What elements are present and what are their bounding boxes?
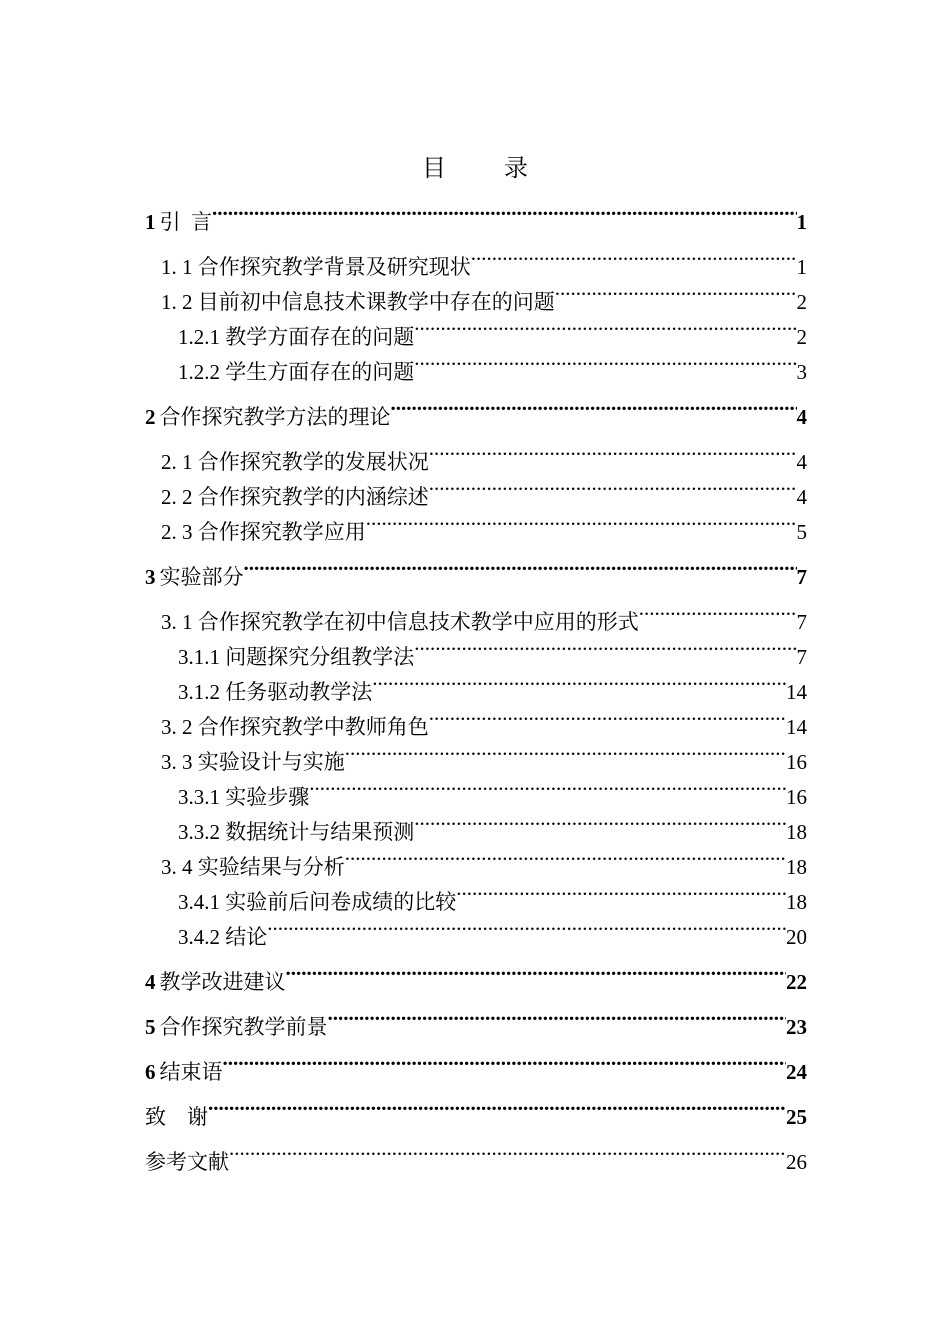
toc-entry-title: 1. 2 目前初中信息技术课教学中存在的问题 (161, 290, 555, 314)
toc-entry-title: 3.3.1 实验步骤 (178, 785, 310, 809)
toc-entry-page-number: 1 (796, 210, 807, 234)
toc-entry-page-number: 22 (786, 970, 807, 994)
toc-entry-title: 3. 4 实验结果与分析 (161, 855, 345, 879)
toc-entry[interactable] (145, 439, 807, 477)
toc-entry-number: 2 (145, 405, 156, 429)
toc-entry[interactable] (145, 474, 807, 512)
toc-entry-page-number: 2 (796, 290, 807, 314)
toc-entry-title: 3. 1 合作探究教学在初中信息技术教学中应用的形式 (161, 610, 639, 634)
toc-entry-title: 3. 2 合作探究教学中教师角色 (161, 715, 429, 739)
toc-entry-leader-dots (244, 554, 797, 584)
toc-entry-page-number: 7 (796, 610, 807, 634)
toc-entry-leader-dots (414, 314, 796, 344)
toc-entry-leader-dots (372, 669, 786, 699)
toc-entry-leader-dots (223, 1049, 787, 1079)
toc-entry-page-number: 4 (796, 450, 807, 474)
toc-entry-title: 致 谢 (145, 1105, 208, 1129)
toc-entry[interactable] (145, 844, 807, 882)
toc-entry[interactable] (145, 349, 807, 387)
toc-entry-title: 3.1.1 问题探究分组教学法 (178, 645, 415, 669)
toc-entry-page-number: 7 (796, 565, 807, 589)
toc-entry[interactable] (145, 1139, 807, 1177)
toc-entry-page-number: 25 (786, 1105, 807, 1129)
toc-entry[interactable] (145, 244, 807, 282)
toc-entry-leader-dots (286, 959, 787, 989)
toc-entry[interactable] (145, 1049, 807, 1087)
toc-entry-leader-dots (328, 1004, 787, 1034)
toc-entry-leader-dots (309, 774, 786, 804)
toc-entry-page-number: 18 (786, 890, 807, 914)
toc-entry-number: 5 (145, 1015, 156, 1039)
toc-entry-title: 3.4.2 结论 (178, 925, 268, 949)
toc-entry-title: 合作探究教学方法的理论 (159, 405, 391, 429)
toc-entry-title: 教学改进建议 (159, 970, 286, 994)
toc-entry-title: 1. 1 合作探究教学背景及研究现状 (161, 255, 471, 279)
toc-entry-title: 1.2.2 学生方面存在的问题 (178, 360, 415, 384)
toc-entry-title: 2. 1 合作探究教学的发展状况 (161, 450, 429, 474)
toc-entry-page-number: 4 (796, 485, 807, 509)
toc-entry[interactable] (145, 879, 807, 917)
toc-entry-title: 3. 3 实验设计与实施 (161, 750, 345, 774)
toc-entry-leader-dots (366, 509, 797, 539)
toc-entry-number: 3 (145, 565, 156, 589)
toc-entry-page-number: 4 (796, 405, 807, 429)
toc-entry[interactable] (145, 669, 807, 707)
toc-entry-leader-dots (429, 704, 786, 734)
toc-entry[interactable] (145, 774, 807, 812)
toc-entry-page-number: 24 (786, 1060, 807, 1084)
toc-entry-title: 2. 2 合作探究教学的内涵综述 (161, 485, 429, 509)
toc-entry-page-number: 3 (796, 360, 807, 384)
toc-entry-title: 2. 3 合作探究教学应用 (161, 520, 366, 544)
toc-entry-page-number: 7 (796, 645, 807, 669)
toc-entry[interactable] (145, 704, 807, 742)
toc-entry-page-number: 20 (786, 925, 807, 949)
toc-entry[interactable] (145, 634, 807, 672)
toc-entry[interactable] (145, 1004, 807, 1042)
toc-entry-page-number: 16 (786, 785, 807, 809)
toc-title: 目 录 (422, 156, 554, 182)
toc-entry-leader-dots (414, 809, 786, 839)
toc-entry-leader-dots (208, 1094, 786, 1124)
toc-entry-title: 3.1.2 任务驱动教学法 (178, 680, 373, 704)
toc-entry-page-number: 16 (786, 750, 807, 774)
toc-entry-page-number: 23 (786, 1015, 807, 1039)
toc-entry[interactable] (145, 394, 807, 432)
toc-entry-leader-dots (345, 844, 786, 874)
toc-entry-page-number: 2 (796, 325, 807, 349)
toc-entry[interactable] (145, 199, 807, 237)
toc-entry-leader-dots (345, 739, 786, 769)
toc-entry-leader-dots (555, 279, 797, 309)
toc-entry[interactable] (145, 599, 807, 637)
toc-entry-title: 3.4.1 实验前后问卷成绩的比较 (178, 890, 457, 914)
toc-entry-leader-dots (229, 1139, 786, 1169)
toc-entry[interactable] (145, 914, 807, 952)
toc-entry-page-number: 5 (796, 520, 807, 544)
toc-entry-number: 1 (145, 210, 156, 234)
toc-entry-page-number: 18 (786, 855, 807, 879)
toc-entry-title: 1.2.1 教学方面存在的问题 (178, 325, 415, 349)
toc-entry-page-number: 18 (786, 820, 807, 844)
toc-entry-title: 引 言 (159, 210, 212, 234)
toc-entry-number: 6 (145, 1060, 156, 1084)
toc-entry-title: 结束语 (159, 1060, 223, 1084)
toc-entry[interactable] (145, 509, 807, 547)
toc-entry-leader-dots (267, 914, 786, 944)
toc-entry[interactable] (145, 279, 807, 317)
toc-entry-title: 3.3.2 数据统计与结果预测 (178, 820, 415, 844)
toc-entry-title: 合作探究教学前景 (159, 1015, 328, 1039)
toc-entry[interactable] (145, 809, 807, 847)
toc-entry-leader-dots (212, 199, 797, 229)
toc-entry-leader-dots (429, 439, 797, 469)
toc-entry-leader-dots (429, 474, 797, 504)
toc-entry-title: 参考文献 (145, 1150, 229, 1174)
toc-entry[interactable] (145, 739, 807, 777)
toc-entry[interactable] (145, 1094, 807, 1132)
toc-entry-leader-dots (414, 634, 796, 664)
toc-entry-title: 实验部分 (159, 565, 244, 589)
toc-entry-leader-dots (414, 349, 796, 379)
toc-entry-page-number: 26 (786, 1150, 807, 1174)
toc-entry-page-number: 14 (786, 715, 807, 739)
toc-entry-page-number: 14 (786, 680, 807, 704)
toc-entry-leader-dots (471, 244, 797, 274)
toc-entry-leader-dots (391, 394, 797, 424)
toc-entry[interactable] (145, 959, 807, 997)
toc-entry-leader-dots (456, 879, 786, 909)
toc-entry[interactable] (145, 554, 807, 592)
toc-entry-leader-dots (639, 599, 797, 629)
toc-entry-page-number: 1 (796, 255, 807, 279)
toc-entry[interactable] (145, 314, 807, 352)
toc-entry-number: 4 (145, 970, 156, 994)
